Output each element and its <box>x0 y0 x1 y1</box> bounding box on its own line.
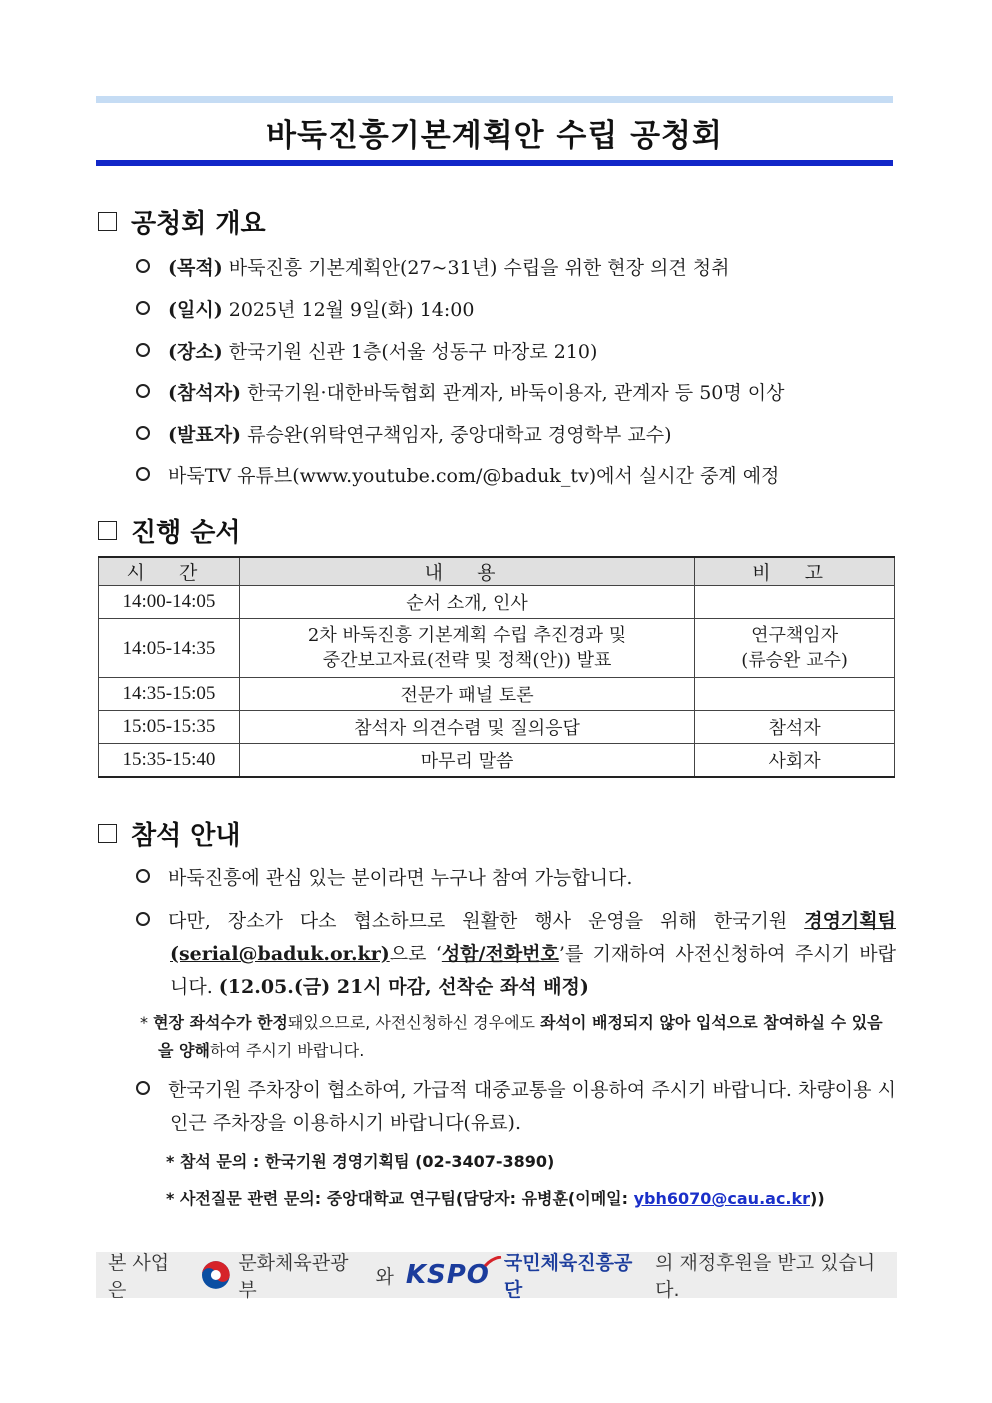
cell-content: 참석자 의견수렴 및 질의응답 <box>239 711 694 744</box>
circle-bullet-icon <box>136 426 150 440</box>
ministry-name: 문화체육관광부 <box>238 1252 349 1301</box>
item-label: (목적) <box>168 257 223 279</box>
section-title: 공청회 개요 <box>131 209 266 239</box>
table-row <box>99 678 895 711</box>
kspo-logo-text: KSPO <box>405 1260 490 1290</box>
item-text: 2025년 12월 9일(화) 14:00 <box>222 299 475 321</box>
checkbox-square-icon <box>98 824 117 843</box>
paragraph-text: 다만, 장소가 다소 협소하므로 원활한 행사 운영을 위해 한국기원 <box>168 910 805 932</box>
sponsor-footer <box>96 1252 897 1301</box>
circle-bullet-icon <box>136 912 150 926</box>
paragraph-text: ’를 기재하여 사전신청하여 주시기 바랍니다. <box>170 943 896 998</box>
section-heading-attendance <box>98 815 241 852</box>
cell-content <box>239 619 694 678</box>
title-bottom-bar <box>96 160 893 166</box>
cell-note <box>695 678 895 711</box>
attendance-paragraph-3 <box>136 1074 896 1140</box>
required-fields-highlight: 성함/전화번호 <box>441 943 559 965</box>
cell-note-line: 연구책임자 <box>751 625 839 646</box>
overview-item-purpose <box>136 255 730 281</box>
checkbox-square-icon <box>98 212 117 231</box>
overview-item-presenter <box>136 422 672 448</box>
circle-bullet-icon <box>136 343 150 357</box>
circle-bullet-icon <box>136 259 150 273</box>
circle-bullet-icon <box>136 384 150 398</box>
footer-text: 의 재정후원을 받고 있습니다. <box>655 1252 876 1301</box>
item-text: 바둑진흥 기본계획안(27~31년) 수립을 위한 현장 의견 청취 <box>222 257 730 279</box>
cell-time: 15:35-15:40 <box>99 744 240 778</box>
circle-bullet-icon <box>136 467 150 481</box>
cell-note: 사회자 <box>695 744 895 778</box>
contact-text: )) <box>810 1189 825 1208</box>
seating-notice <box>140 1009 896 1065</box>
cell-note-line: (류승완 교수) <box>741 650 848 671</box>
paragraph-text: 으로 ‘ <box>389 943 442 965</box>
kspo-org-name: 국민체육진흥공단 <box>503 1252 633 1301</box>
deadline-text: (12.05.(금) 21시 마감, 선착순 좌석 배정) <box>218 976 589 998</box>
cell-time: 14:00-14:05 <box>99 586 240 619</box>
contact-text: * 사전질문 관련 문의: 중앙대학교 연구팀(담당자: 유병훈(이메일: <box>166 1189 634 1208</box>
item-text: 한국기원 신관 1층(서울 성동구 마장로 210) <box>222 341 598 363</box>
column-header-content: 내 용 <box>239 557 694 586</box>
document-title: 바둑진흥기본계획안 수립 공청회 <box>266 118 723 154</box>
cell-time: 15:05-15:35 <box>99 711 240 744</box>
table-header-row <box>99 557 895 586</box>
cell-content-line: 2차 바둑진흥 기본계획 수립 추진경과 및 <box>307 625 627 646</box>
cell-content: 전문가 패널 토론 <box>239 678 694 711</box>
note-bold: 현장 좌석수가 한정 <box>153 1013 288 1032</box>
section-heading-overview <box>98 203 266 240</box>
cell-note: 참석자 <box>695 711 895 744</box>
cell-content: 순서 소개, 인사 <box>239 586 694 619</box>
kspo-logo <box>406 1260 490 1290</box>
table-row <box>99 744 895 778</box>
paragraph-text: 바둑진흥에 관심 있는 분이라면 누구나 참여 가능합니다. <box>168 867 633 889</box>
swoosh-icon <box>484 1256 502 1268</box>
section-title: 참석 안내 <box>131 821 241 851</box>
circle-bullet-icon <box>136 1081 150 1095</box>
table-row <box>99 619 895 678</box>
overview-item-stream <box>136 463 779 489</box>
item-text: 바둑TV 유튜브(www.youtube.com/@baduk_tv)에서 실시간 중계 예정 <box>168 465 780 487</box>
checkbox-square-icon <box>98 521 117 540</box>
overview-item-attendees <box>136 380 784 406</box>
note-star: * <box>140 1013 154 1032</box>
item-text: 류승완(위탁연구책임자, 중앙대학교 경영학부 교수) <box>241 424 672 446</box>
section-title: 진행 순서 <box>131 518 241 548</box>
cell-note <box>695 619 895 678</box>
contact-questions <box>166 1185 825 1213</box>
section-heading-schedule <box>98 512 241 549</box>
team-email-highlight: 경영기획팀(serial@baduk.or.kr) <box>170 910 896 965</box>
attendance-paragraph-1 <box>136 862 896 895</box>
item-label: (일시) <box>168 299 223 321</box>
contact-email-link[interactable]: ybh6070@cau.ac.kr <box>633 1189 811 1208</box>
cell-time: 14:35-15:05 <box>99 678 240 711</box>
taegeuk-logo-icon <box>201 1260 231 1290</box>
note-text: 하여 주시기 바랍니다. <box>209 1041 365 1060</box>
item-label: (장소) <box>168 341 223 363</box>
footer-text: 본 사업은 <box>108 1252 170 1301</box>
note-bold: 좌석이 배정되지 않아 입석으로 참여하실 수 있음을 양해 <box>158 1013 883 1060</box>
table-row <box>99 711 895 744</box>
circle-bullet-icon <box>136 301 150 315</box>
schedule-table <box>98 556 895 778</box>
column-header-note: 비 고 <box>695 557 895 586</box>
column-header-time: 시 간 <box>99 557 240 586</box>
overview-item-date <box>136 297 474 323</box>
cell-content: 마무리 말씀 <box>239 744 694 778</box>
item-label: (발표자) <box>168 424 242 446</box>
overview-item-venue <box>136 339 597 365</box>
title-top-bar <box>96 96 893 103</box>
cell-note <box>695 586 895 619</box>
footer-text: 와 <box>375 1265 394 1288</box>
item-label: (참석자) <box>168 382 242 404</box>
item-text: 한국기원·대한바둑협회 관계자, 바둑이용자, 관계자 등 50명 이상 <box>241 382 785 404</box>
attendance-paragraph-2 <box>136 905 896 1004</box>
cell-time: 14:05-14:35 <box>99 619 240 678</box>
table-row <box>99 586 895 619</box>
contact-attendance: * 참석 문의 : 한국기원 경영기획팀 (02-3407-3890) <box>166 1152 555 1171</box>
paragraph-text: 한국기원 주차장이 협소하여, 가급적 대중교통을 이용하여 주시기 바랍니다. 차량이용 시 인근 주차장을 이용하시기 바랍니다(유료). <box>168 1079 896 1134</box>
circle-bullet-icon <box>136 869 150 883</box>
cell-content-line: 중간보고자료(전략 및 정책(안)) 발표 <box>322 650 612 671</box>
note-text: 돼있으므로, 사전신청하신 경우에도 <box>287 1013 541 1032</box>
